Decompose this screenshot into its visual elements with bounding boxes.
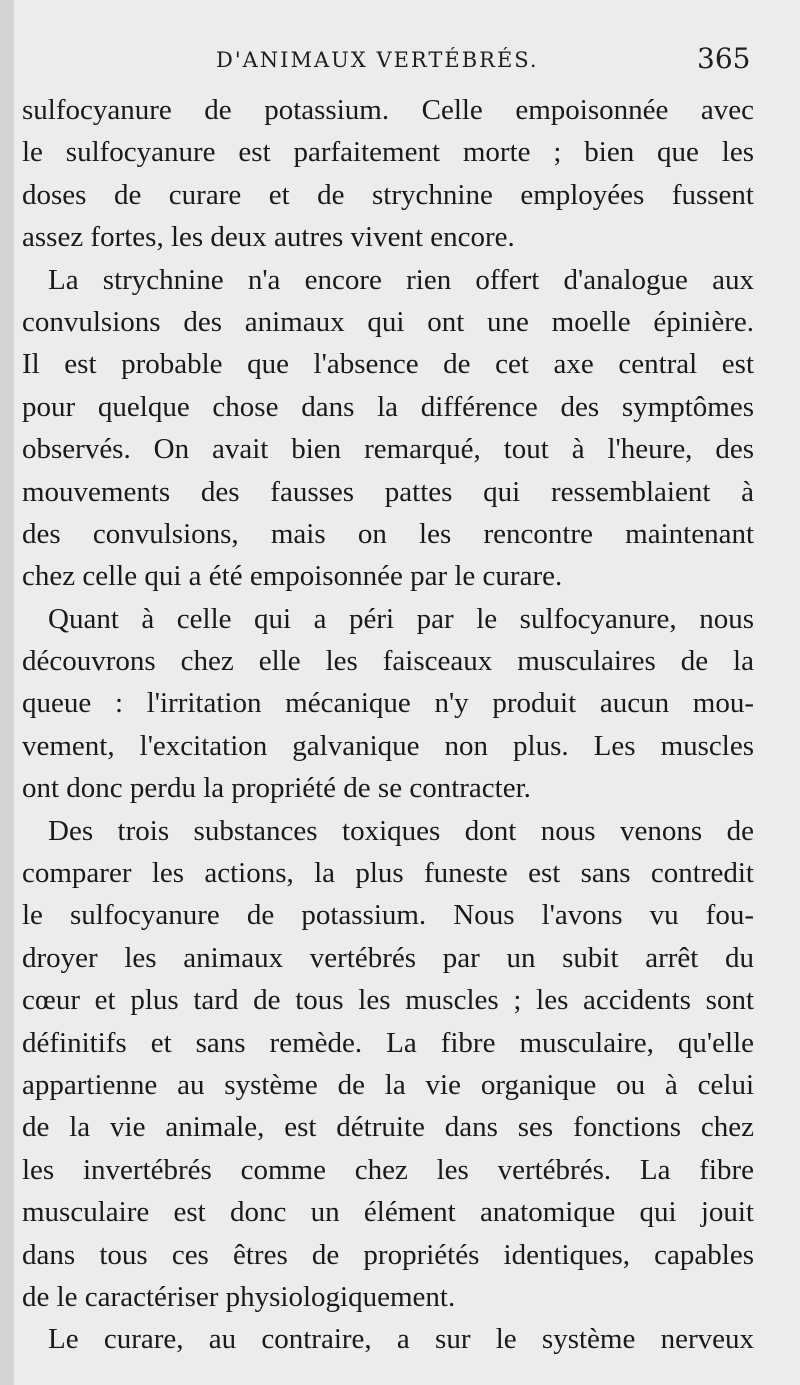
page-header: [0, 40, 800, 84]
text-line: mouvements des fausses pattes qui ressemblaient à: [22, 475, 754, 508]
paragraph: [22, 810, 754, 1319]
text-line: La strychnine n'a encore rien offert d'analogue aux: [48, 263, 754, 296]
paragraph: [22, 1318, 754, 1360]
text-line: le sulfocyanure est parfaitement morte ; bien que les: [22, 136, 754, 169]
text-line: vement, l'excitation galvanique non plus. Les muscles: [22, 729, 754, 762]
text-line: le sulfocyanure de potassium. Nous l'avons vu fou-: [22, 899, 754, 932]
text-line: Il est probable que l'absence de cet axe central est: [22, 348, 754, 381]
paragraph: [22, 259, 754, 598]
page-gutter: [0, 0, 14, 1385]
text-line: assez fortes, les deux autres vivent encore.: [22, 221, 515, 254]
page-number: 365: [697, 42, 751, 75]
text-line: Le curare, au contraire, a sur le système nerveux: [48, 1323, 754, 1356]
text-line: convulsions des animaux qui ont une moelle épinière.: [22, 305, 754, 338]
text-line: ont donc perdu la propriété de se contracter.: [22, 772, 531, 805]
text-line: doses de curare et de strychnine employées fussent: [22, 178, 754, 211]
text-line: Des trois substances toxiques dont nous venons de: [48, 814, 754, 847]
text-line: cœur et plus tard de tous les muscles ; les accidents sont: [22, 984, 754, 1017]
text-line: des convulsions, mais on les rencontre maintenant: [22, 517, 754, 550]
running-head: D'ANIMAUX VERTÉBRÉS.: [216, 48, 539, 72]
text-line: de la vie animale, est détruite dans ses fonctions chez: [22, 1111, 754, 1144]
paragraph: [22, 598, 754, 810]
text-line: droyer les animaux vertébrés par un subit arrêt du: [22, 941, 754, 974]
text-line: queue : l'irritation mécanique n'y produit aucun mou-: [22, 687, 754, 720]
text-line: de le caractériser physiologiquement.: [22, 1280, 456, 1313]
text-line: dans tous ces êtres de propriétés identiques, capables: [22, 1238, 754, 1271]
text-line: comparer les actions, la plus funeste est sans contredit: [22, 857, 754, 890]
text-line: musculaire est donc un élément anatomique qui jouit: [22, 1196, 754, 1229]
text-line: observés. On avait bien remarqué, tout à l'heure, des: [22, 433, 754, 466]
text-line: sulfocyanure de potassium. Celle empoisonnée avec: [22, 94, 754, 126]
text-line: pour quelque chose dans la différence des symptômes: [22, 390, 754, 423]
text-line: chez celle qui a été empoisonnée par le curare.: [22, 560, 563, 593]
body-text: [22, 89, 754, 1361]
text-line: découvrons chez elle les faisceaux musculaires de la: [22, 645, 754, 678]
text-line: appartienne au système de la vie organique ou à celui: [22, 1068, 754, 1101]
text-line: Quant à celle qui a péri par le sulfocyanure, nous: [48, 602, 754, 635]
paragraph: [22, 89, 754, 259]
text-line: définitifs et sans remède. La fibre musculaire, qu'elle: [22, 1026, 754, 1059]
text-line: les invertébrés comme chez les vertébrés. La fibre: [22, 1153, 754, 1186]
